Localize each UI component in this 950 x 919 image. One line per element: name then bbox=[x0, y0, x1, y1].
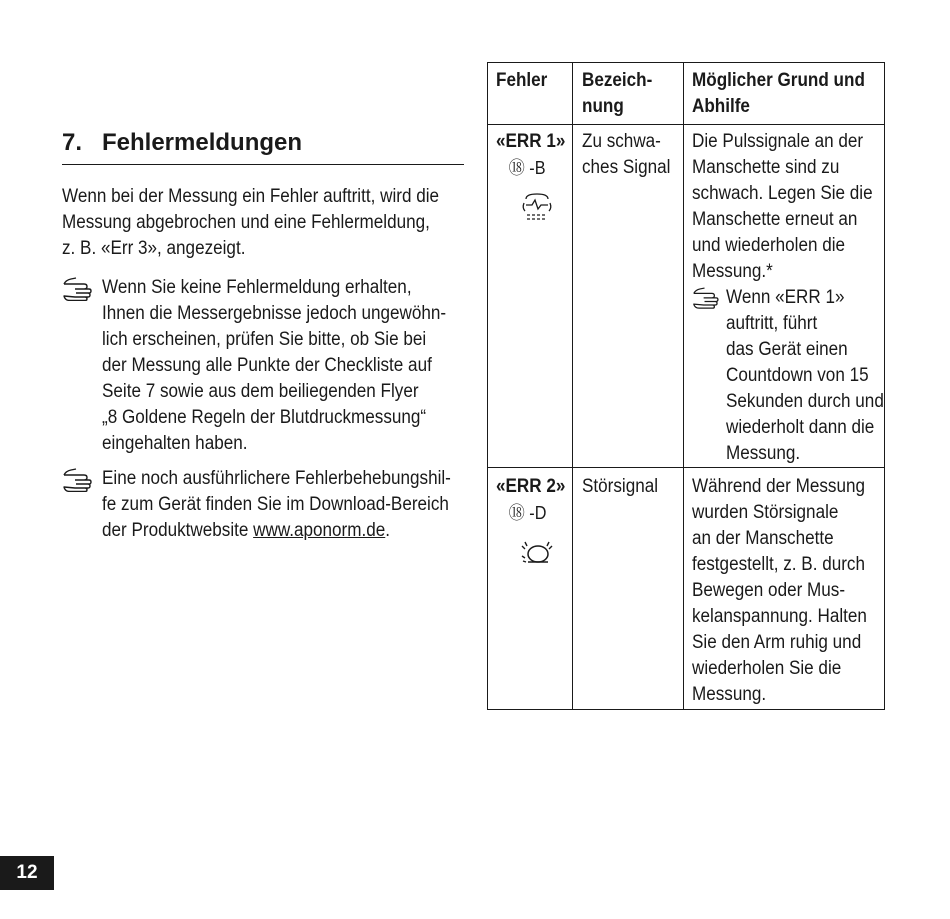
cell-text: Messung. bbox=[692, 684, 767, 705]
header-fehler bbox=[496, 68, 553, 94]
cell-text: Zu schwa- bbox=[582, 131, 661, 152]
pointing-hand-icon bbox=[692, 285, 726, 309]
cell-text: Messung. bbox=[726, 443, 801, 464]
table-divider bbox=[683, 63, 684, 709]
hint-text: . bbox=[385, 520, 390, 541]
cell-text: kelanspannung. Halten bbox=[692, 606, 867, 627]
header-text: nung bbox=[582, 96, 624, 117]
cell-text: schwach. Legen Sie die bbox=[692, 183, 873, 204]
cell-text: Die Pulssignale an der bbox=[692, 131, 864, 152]
hint-line-link bbox=[102, 518, 444, 544]
cell-text: Manschette sind zu bbox=[692, 157, 840, 178]
cell-text: das Gerät einen bbox=[726, 339, 848, 360]
cell-text: ches Signal bbox=[582, 157, 671, 178]
cell-text: Sekunden durch und bbox=[726, 391, 884, 412]
section-number: 7. bbox=[62, 129, 83, 156]
hint-line: „8 Goldene Regeln der Blutdruckmessung“ bbox=[102, 407, 427, 428]
cell-text: wiederholt dann die bbox=[726, 417, 875, 438]
error-table bbox=[487, 62, 885, 710]
table-row-err1-code bbox=[496, 129, 570, 229]
interference-signal-icon bbox=[518, 538, 556, 566]
hint-line: fe zum Gerät finden Sie im Download-Bereich bbox=[102, 494, 449, 515]
product-website-link[interactable]: www.aponorm.de bbox=[253, 520, 386, 541]
cell-text: festgestellt, z. B. durch bbox=[692, 554, 865, 575]
cell-text: und wiederholen die bbox=[692, 235, 846, 256]
hint-line: Seite 7 sowie aus dem beiliegenden Flyer bbox=[102, 381, 419, 402]
table-divider bbox=[488, 124, 884, 125]
table-divider bbox=[572, 63, 573, 709]
header-text: Möglicher Grund und bbox=[692, 70, 865, 91]
hint-line: eingehalten haben. bbox=[102, 433, 248, 454]
section-heading bbox=[62, 128, 464, 165]
intro-line: z. B. «Err 3», angezeigt. bbox=[62, 238, 246, 259]
cell-text: wiederholen Sie die bbox=[692, 658, 842, 679]
error-code: «ERR 2» bbox=[496, 476, 566, 497]
header-bezeichnung bbox=[582, 68, 660, 120]
pointing-hand-icon bbox=[62, 275, 100, 301]
section-title: Fehlermeldungen bbox=[102, 129, 303, 156]
cell-text: Manschette erneut an bbox=[692, 209, 858, 230]
intro-paragraph bbox=[62, 184, 482, 262]
hint-line: Ihnen die Messergebnisse jedoch ungewöhn- bbox=[102, 303, 447, 324]
err1-countdown-hint bbox=[692, 285, 901, 467]
cell-text: Sie den Arm ruhig und bbox=[692, 632, 862, 653]
cell-text: auftritt, führt bbox=[726, 313, 818, 334]
cell-text: wurden Störsignale bbox=[692, 502, 839, 523]
header-text: Bezeich- bbox=[582, 70, 653, 91]
pointing-hand-icon bbox=[62, 466, 100, 492]
table-row-err1-reason bbox=[692, 129, 901, 467]
cell-text: Während der Messung bbox=[692, 476, 865, 497]
cell-text: Störsignal bbox=[582, 476, 659, 497]
figure-reference: ⑱ -D bbox=[508, 503, 547, 523]
cell-text: Messung.* bbox=[692, 261, 773, 282]
figure-reference: ⑱ -B bbox=[508, 158, 546, 178]
table-divider bbox=[488, 467, 884, 468]
hint-checklist bbox=[62, 275, 482, 457]
cell-text: Wenn «ERR 1» bbox=[726, 287, 845, 308]
header-text: Fehler bbox=[496, 70, 548, 91]
hint-download bbox=[62, 466, 482, 544]
cell-text: Bewegen oder Mus- bbox=[692, 580, 846, 601]
hint-text: der Produktwebsite bbox=[102, 520, 254, 541]
header-text: Abhilfe bbox=[692, 96, 750, 117]
page-number: 12 bbox=[0, 856, 54, 890]
table-row-err1-name bbox=[582, 129, 680, 181]
hint-line: Eine noch ausführlichere Fehlerbehebungshil- bbox=[102, 468, 451, 489]
weak-signal-icon bbox=[520, 191, 554, 221]
table-row-err2-code bbox=[496, 474, 570, 574]
table-row-err2-name bbox=[582, 474, 667, 500]
intro-line: Messung abgebrochen und eine Fehlermeldung, bbox=[62, 212, 430, 233]
intro-line: Wenn bei der Messung ein Fehler auftritt, wird die bbox=[62, 186, 440, 207]
cell-text: an der Manschette bbox=[692, 528, 834, 549]
hint-line: der Messung alle Punkte der Checkliste auf bbox=[102, 355, 432, 376]
cell-text: Countdown von 15 bbox=[726, 365, 869, 386]
hint-line: lich erscheinen, prüfen Sie bitte, ob Sie bei bbox=[102, 329, 427, 350]
header-grund-abhilfe bbox=[692, 68, 884, 120]
table-row-err2-reason bbox=[692, 474, 886, 708]
error-code: «ERR 1» bbox=[496, 131, 566, 152]
hint-line: Wenn Sie keine Fehlermeldung erhalten, bbox=[102, 277, 412, 298]
